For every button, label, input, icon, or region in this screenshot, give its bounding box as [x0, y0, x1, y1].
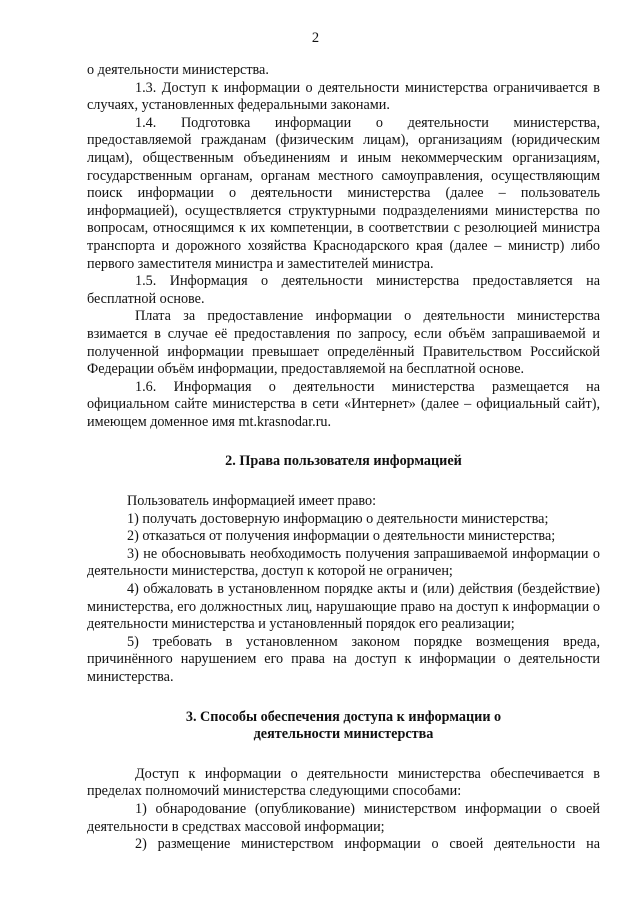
method-item-2: 2) размещение министерством информации о своей деятельности на: [135, 836, 600, 853]
section-2-title: 2. Права пользователя информацией: [225, 453, 462, 470]
paragraph-continuation: о деятельности министерства.: [87, 62, 269, 78]
section-2-intro: Пользователь информацией имеет право:: [127, 493, 377, 510]
right-item-4: 4) обжаловать в установленном порядке акты и (или) действия (бездействие) министерства, его должностных лиц, нарушающие право на доступ к информации о деятельности министерства и установленный порядок его реализации;: [87, 581, 600, 633]
section-3-intro: Доступ к информации о деятельности министерства обеспечивается в пределах полномочий министерства следующими способами:: [87, 765, 600, 800]
right-item-1: 1) получать достоверную информацию о деятельности министерства;: [127, 510, 549, 527]
right-item-3: 3) не обосновывать необходимость получения запрашиваемой информации о деятельности министерства, доступ к которой не ограничен;: [87, 545, 600, 580]
right-item-2: 2) отказаться от получения информации о деятельности министерства;: [127, 528, 556, 545]
clause-1-6: 1.6. Информация о деятельности министерства размещается на официальном сайте министерства в сети «Интернет» (далее – официальный сайт), имеющем доменное имя mt.krasnodar.ru.: [87, 378, 600, 430]
clause-1-4: 1.4. Подготовка информации о деятельности министерства, предоставляемой гражданам (физическим лицам), организациям (юридическим лицам), общественным объединениям и иным некоммерческим организациям, государственным органам, органам местного самоуправления, осуществляющим поиск информации о деятельности министерства (далее – пользователь информацией), осуществляется структурными подразделениями министерства по вопросам, относящимся к их компетенции, в соответствии с резолюцией министра транспорта и дорожного хозяйства Краснодарского края (далее – министр) либо первого заместителя министра и заместителей министра.: [87, 114, 600, 272]
document-body: [87, 62, 600, 854]
section-3-title-line-2: деятельности министерства: [253, 726, 434, 743]
right-item-5: 5) требовать в установленном законом порядке возмещения вреда, причинённого нарушением его права на доступ к информации о деятельности министерства.: [87, 633, 600, 685]
method-item-1: 1) обнародование (опубликование) министерством информации о своей деятельности в средствах массовой информации;: [87, 800, 600, 835]
clause-1-5: 1.5. Информация о деятельности министерства предоставляется на бесплатной основе.: [87, 273, 600, 307]
page-number: 2: [311, 30, 320, 46]
paragraph-fee: Плата за предоставление информации о деятельности министерства взимается в случае её предоставления по запросу, если объём запрашиваемой и полученной информации превышает определённый Правительством Российской Федерации объём информации, предоставляемой на бесплатной основе.: [87, 308, 600, 378]
clause-1-3: 1.3. Доступ к информации о деятельности министерства ограничивается в случаях, установленных федеральными законами.: [87, 79, 600, 114]
section-3-title-line-1: 3. Способы обеспечения доступа к информации о: [185, 708, 502, 725]
